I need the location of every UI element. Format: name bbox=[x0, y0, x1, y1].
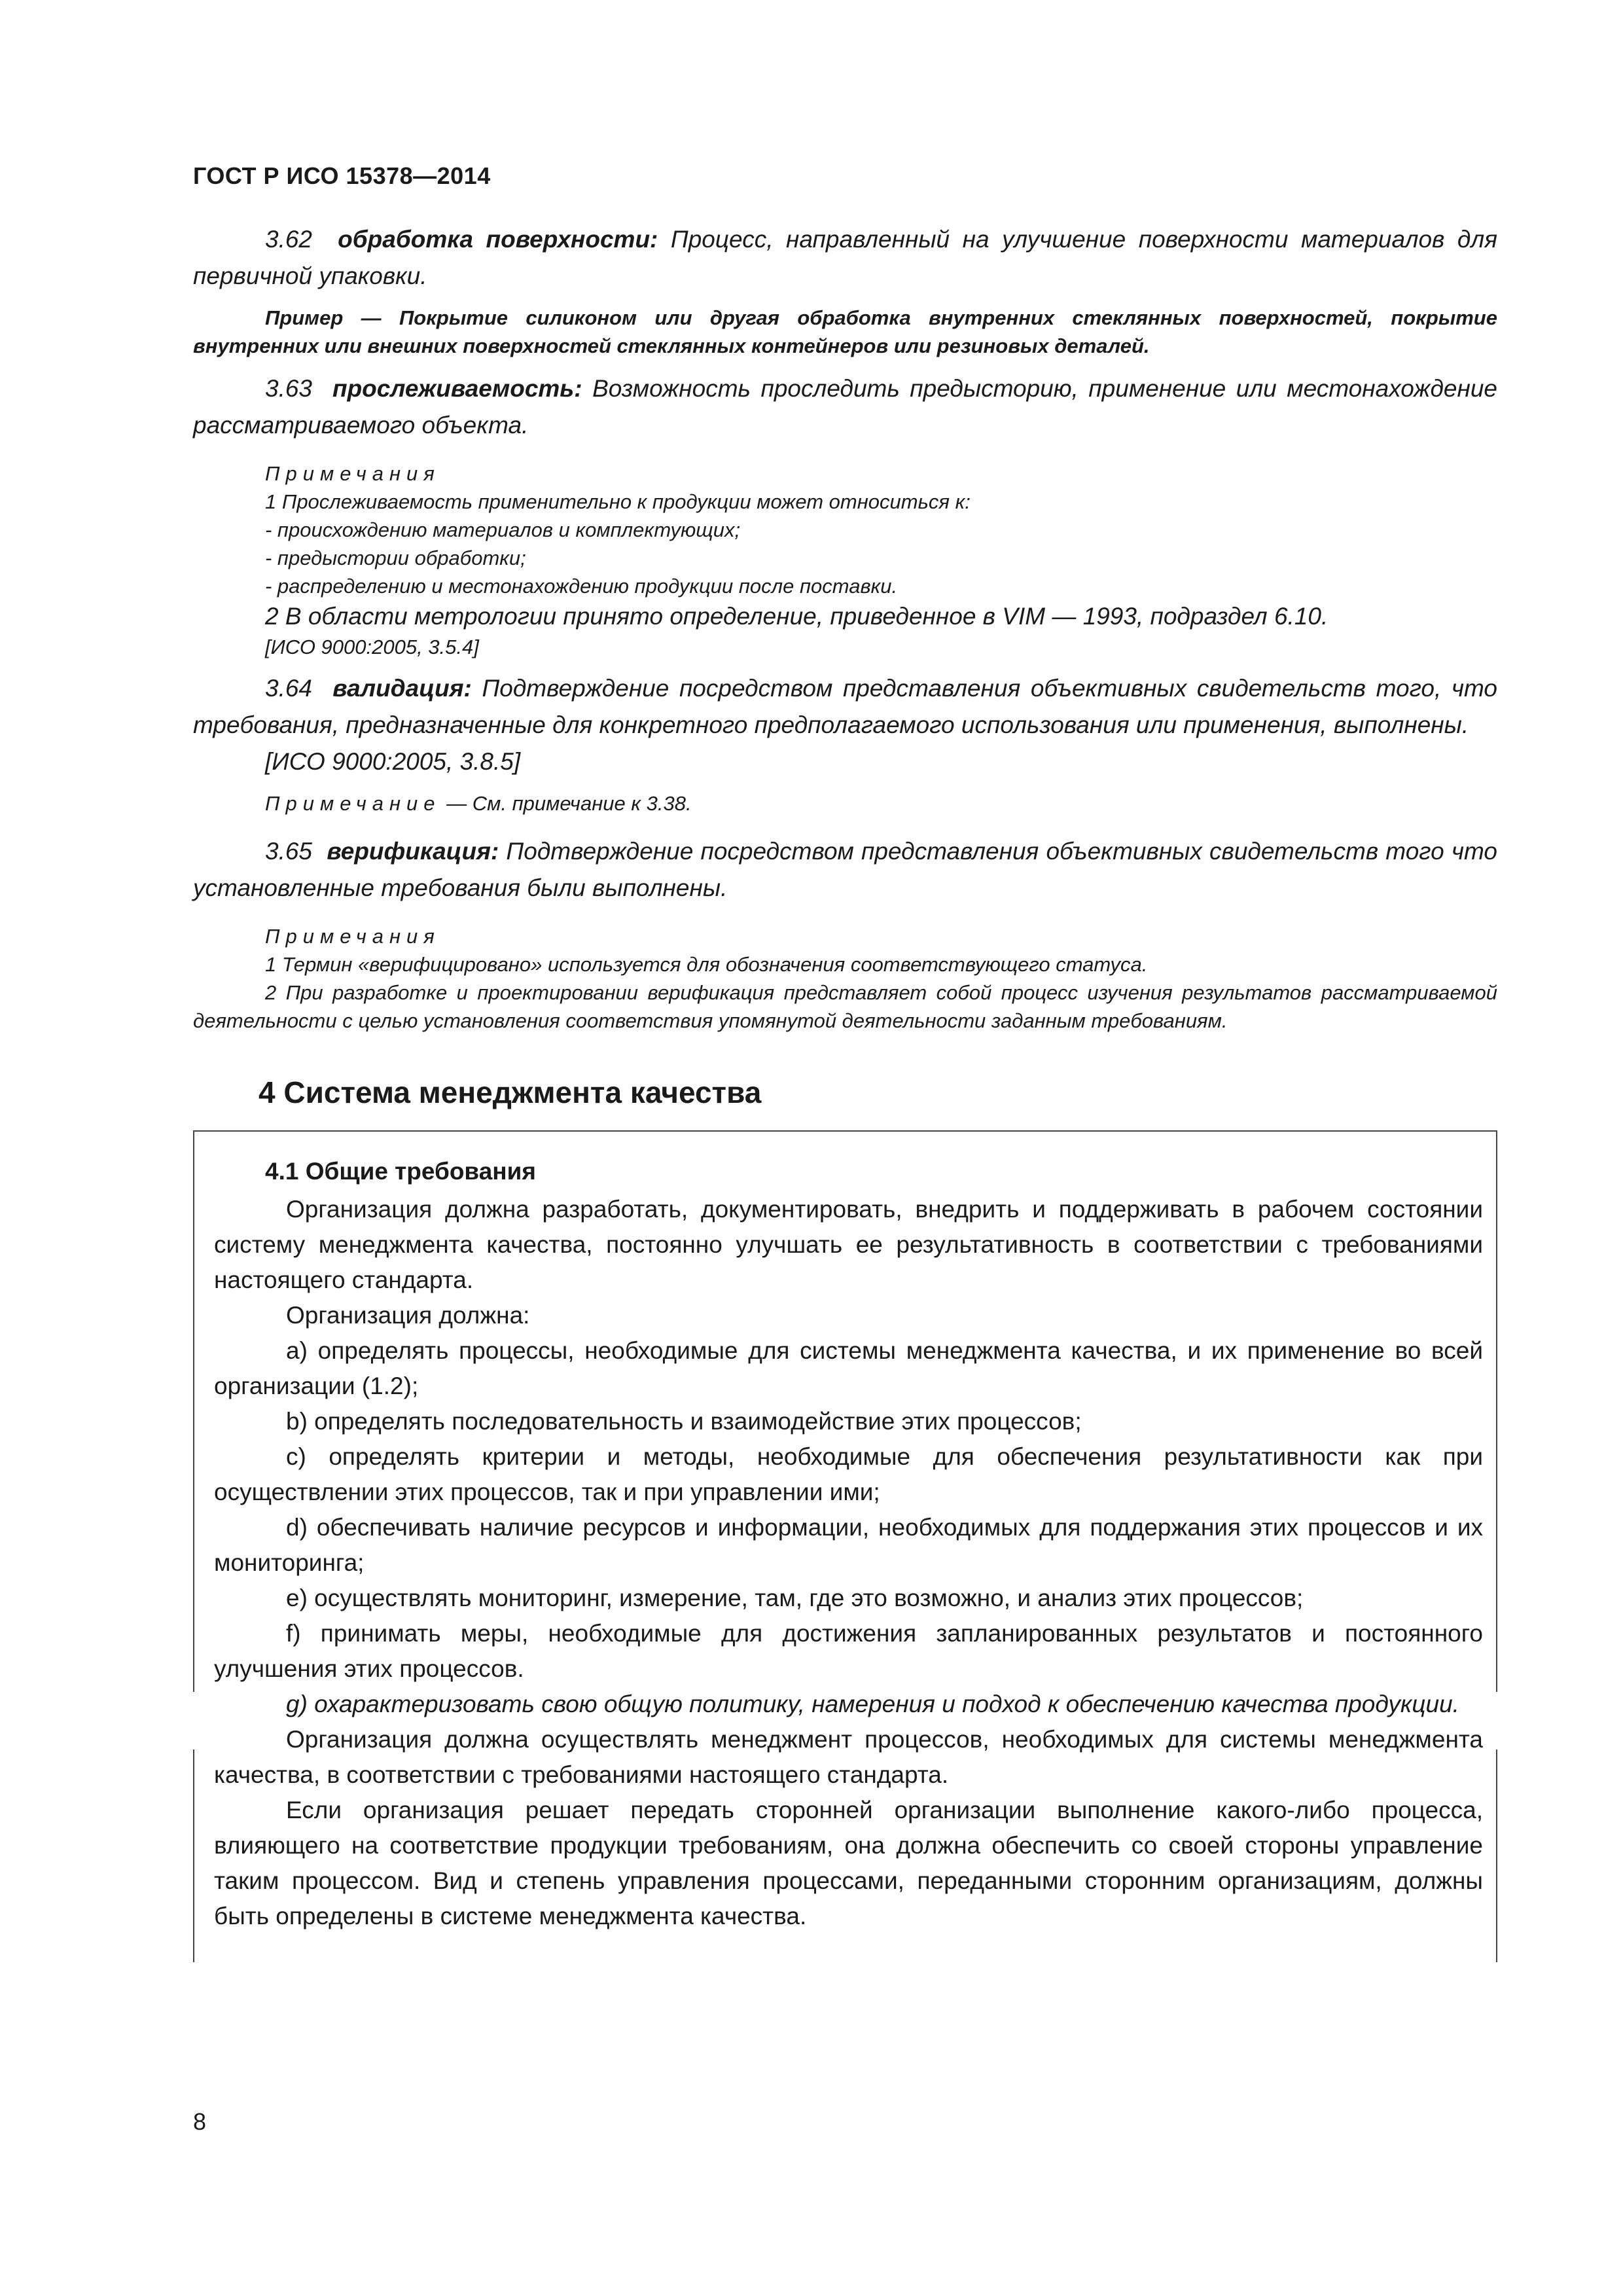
term: прослеживаемость: bbox=[332, 375, 582, 402]
notes-3-65 bbox=[193, 922, 1497, 1035]
entry-3-64-reference: [ИСО 9000:2005, 3.8.5] bbox=[265, 748, 521, 775]
note-dash-3: - распределению и местонахождению продукции после поставки. bbox=[265, 575, 898, 598]
list-item-e: е) осуществлять мониторинг, измерение, там, где это возможно, и анализ этих процессов; bbox=[286, 1585, 1304, 1611]
section-heading: 4 Система менеджмента качества bbox=[259, 1075, 762, 1109]
note-2: 2 При разработке и проектировании верификация представляет собой процесс изучения результатов рассматриваемой деятельности с целью установления соответствия упомянутой деятельности заданным требованиям. bbox=[193, 981, 1497, 1032]
page-number: 8 bbox=[193, 2108, 207, 2135]
notes-heading: Примечания bbox=[265, 462, 440, 485]
note-1: 1 Прослеживаемость применительно к продукции может относиться к: bbox=[265, 490, 971, 513]
definition: Возможность проследить предысторию, применение или местонахождение рассматриваемого объекта. bbox=[193, 375, 1498, 439]
list-item-f: f) принимать меры, необходимые для достижения запланированных результатов и постоянного улучшения этих процессов. bbox=[214, 1620, 1483, 1682]
note-3-64 bbox=[193, 789, 1497, 817]
entry-3-64 bbox=[193, 670, 1497, 744]
term: валидация: bbox=[332, 675, 472, 702]
definition: Процесс, направленный на улучшение поверхности материалов для первичной упаковки. bbox=[193, 226, 1498, 289]
paragraph: Если организация решает передать сторонней организации выполнение какого-либо процесса, влияющего на соответствие продукции требованиям, она должна обеспечить со своей стороны управление таким процессом. Вид и степень управления процессами, переданными сторонним организациям, должны быть определены в системе менеджмента качества. bbox=[214, 1797, 1483, 1929]
entry-3-65 bbox=[193, 833, 1497, 906]
list-item-b: b) определять последовательность и взаимодействие этих процессов; bbox=[286, 1408, 1082, 1435]
subsection-heading: 4.1 Общие требования bbox=[265, 1158, 536, 1185]
note-reference: [ИСО 9000:2005, 3.5.4] bbox=[265, 636, 479, 658]
list-item-c: с) определять критерии и методы, необходимые для обеспечения результативности как при осуществлении этих процессов, так и при управлении ими; bbox=[214, 1443, 1483, 1505]
note-label: Примечание bbox=[265, 792, 441, 815]
entry-3-62 bbox=[193, 221, 1497, 295]
entry-number: 3.62 bbox=[265, 226, 313, 253]
entry-number: 3.65 bbox=[265, 838, 313, 865]
entry-number: 3.63 bbox=[265, 375, 313, 402]
note-2: 2 В области метрологии принято определение, приведенное в VIM — 1993, подраздел 6.10. bbox=[265, 603, 1329, 630]
notes-heading: Примечания bbox=[265, 925, 440, 948]
box-border-right bbox=[1496, 1130, 1497, 1692]
term: верификация: bbox=[327, 838, 499, 865]
box-border-right bbox=[1496, 1749, 1497, 1962]
note-dash-2: - предыстории обработки; bbox=[265, 547, 526, 569]
notes-3-63 bbox=[193, 459, 1497, 661]
box-border-left bbox=[193, 1130, 194, 1692]
note-dash-1: - происхождению материалов и комплектующих; bbox=[265, 518, 741, 541]
entry-3-63 bbox=[193, 370, 1497, 444]
example-3-62: Пример — Покрытие силиконом или другая обработка внутренних стеклянных поверхностей, покрытие внутренних или внешних поверхностей стеклянных контейнеров или резиновых деталей. bbox=[193, 306, 1497, 357]
boxed-section-4-1 bbox=[193, 1130, 1497, 1941]
list-item-a: а) определять процессы, необходимые для системы менеджмента качества, и их применение во всей организации (1.2); bbox=[214, 1337, 1483, 1399]
paragraph: Организация должна разработать, документировать, внедрить и поддерживать в рабочем состоянии систему менеджмента качества, постоянно улучшать ее результативность в соответствии с требованиями настоящего стандарта. bbox=[214, 1196, 1483, 1293]
document-header: ГОСТ Р ИСО 15378—2014 bbox=[193, 162, 491, 189]
list-item-g: g) охарактеризовать свою общую политику, намерения и подход к обеспечению качества продукции. bbox=[286, 1691, 1459, 1717]
note-1: 1 Термин «верифицировано» используется для обозначения соответствующего статуса. bbox=[265, 953, 1148, 976]
definition: Подтверждение посредством представления объективных свидетельств того что установленные требования были выполнены. bbox=[193, 838, 1497, 901]
entry-number: 3.64 bbox=[265, 675, 313, 702]
list-item-d: d) обеспечивать наличие ресурсов и информации, необходимых для поддержания этих процессов и их мониторинга; bbox=[214, 1514, 1483, 1576]
box-border-top bbox=[193, 1130, 1497, 1132]
definition: Подтверждение посредством представления объективных свидетельств того, что требования, предназначенные для конкретного предполагаемого использования или применения, выполнены. bbox=[193, 675, 1498, 738]
paragraph: Организация должна осуществлять менеджмент процессов, необходимых для системы менеджмента качества, в соответствии с требованиями настоящего стандарта. bbox=[214, 1726, 1483, 1788]
term: обработка поверхности: bbox=[338, 226, 658, 253]
note-text: — См. примечание к 3.38. bbox=[440, 792, 692, 815]
box-border-left bbox=[193, 1749, 194, 1962]
document-body bbox=[193, 221, 1497, 1941]
paragraph: Организация должна: bbox=[286, 1302, 530, 1329]
